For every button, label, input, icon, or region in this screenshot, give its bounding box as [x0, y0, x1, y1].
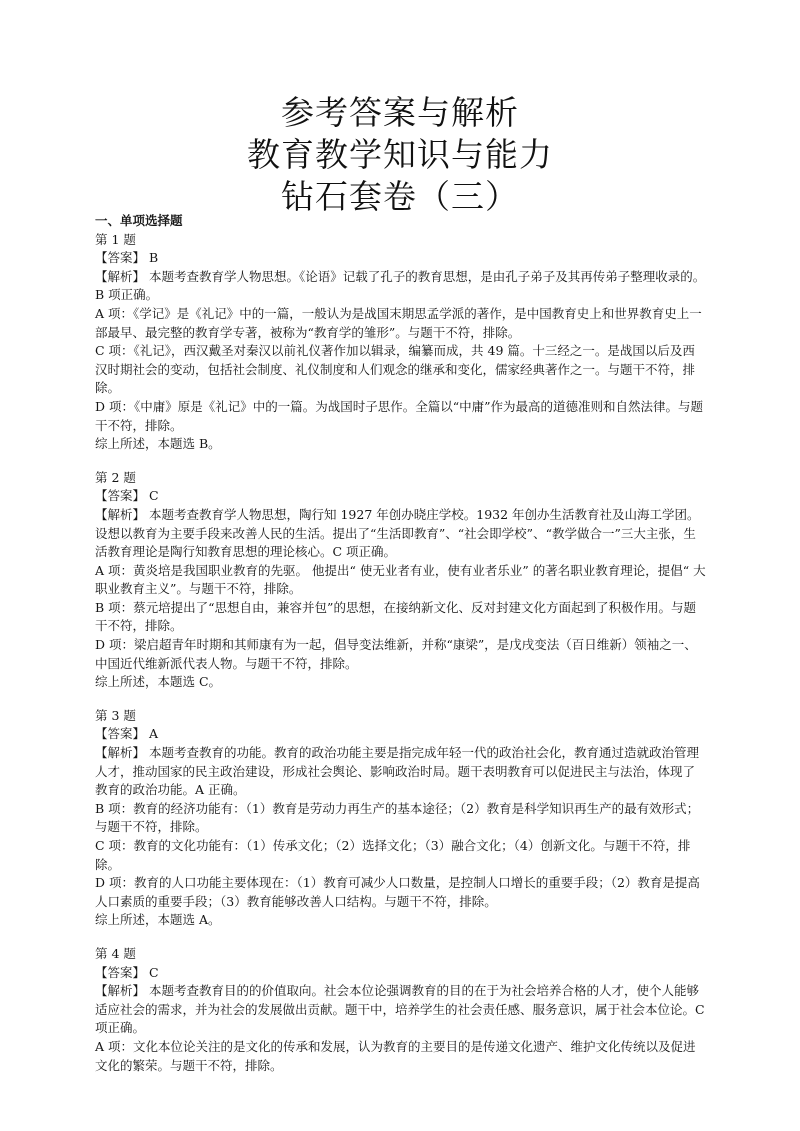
analysis-tag: 【解析】 — [95, 745, 146, 761]
section-heading: 一、单项选择题 — [95, 213, 183, 228]
analysis-line — [95, 982, 707, 1038]
title-line-3: 钻石套卷（三） — [281, 177, 519, 216]
analysis-line — [95, 268, 707, 305]
question-2 — [95, 469, 707, 692]
answer-line — [95, 249, 707, 268]
analysis-line — [95, 744, 707, 800]
answer-value: A — [149, 726, 159, 742]
option-line: D 项：梁启超青年时期和其师康有为一起，倡导变法维新，并称“康梁”，是戊戌变法（百日维新）领袖之一、中国近代维新派代表人物。与题干不符，排除。 — [95, 637, 697, 671]
answer-tag: 【答案】 — [95, 964, 146, 980]
option-line: D 项：教育的人口功能主要体现在：（1）教育可减少人口数量，是控制人口增长的重要手段；（2）教育是提高人口素质的重要手段；（3）教育能够改善人口结构。与题干不符，排除。 — [95, 875, 700, 909]
option-line: D 项：《中庸》原是《礼记》中的一篇。为战国时子思作。全篇以“中庸”作为最高的道德准则和自然法律。与题干不符，排除。 — [95, 398, 704, 433]
option-line: C 项：《礼记》，西汉戴圣对秦汉以前礼仪著作加以辑录，编纂而成，共 49 篇。十三经之一。是战国以后及西汉时期社会的变动，包括社会制度、礼仪制度和人们观念的继承和变化，儒家经典著作之一。与题干不符，排除。 — [95, 343, 696, 396]
analysis-tag: 【解析】 — [95, 506, 146, 522]
title-block — [0, 92, 800, 218]
answer-tag: 【答案】 — [95, 250, 146, 266]
title-line-1: 参考答案与解析 — [281, 93, 519, 132]
question-label: 第 4 题 — [95, 945, 136, 961]
analysis-text: 本题考查教育学人物思想。《论语》记载了孔子的教育思想，是由孔子弟子及其再传弟子整理收录的。B 项正确。 — [95, 268, 706, 303]
answer-value: B — [149, 250, 159, 266]
option-line: A 项：《学记》是《礼记》中的一篇，一般认为是战国末期思孟学派的著作，是中国教育史上和世界教育史上一部最早、最完整的教育学专著，被称为“教育学的雏形”。与题干不符，排除。 — [95, 305, 702, 340]
analysis-line — [95, 506, 707, 562]
question-1 — [95, 231, 707, 454]
answer-line — [95, 487, 707, 506]
answer-line — [95, 964, 707, 983]
option-line: B 项：教育的经济功能有：（1）教育是劳动力再生产的基本途径；（2）教育是科学知识再生产的最有效形式；与题干不符，排除。 — [95, 800, 700, 835]
question-3 — [95, 707, 707, 930]
option-line: A 项：文化本位论关注的是文化的传承和发展，认为教育的主要目的是传递文化遗产、维护文化传统以及促进文化的繁荣。与题干不符，排除。 — [95, 1038, 696, 1073]
summary-line: 综上所述，本题选 A。 — [95, 912, 221, 928]
answer-value: C — [149, 964, 159, 980]
analysis-tag: 【解析】 — [95, 268, 146, 284]
question-4 — [95, 945, 707, 1075]
option-line: C 项：教育的文化功能有：（1）传承文化；（2）选择文化；（3）融合文化；（4）创新文化。与题干不符，排除。 — [95, 838, 691, 872]
answer-tag: 【答案】 — [95, 726, 146, 742]
summary-line: 综上所述，本题选 C。 — [95, 674, 222, 690]
analysis-text: 本题考查教育的功能。教育的政治功能主要是指完成年轻一代的政治社会化，教育通过造就政治管理人才，推动国家的民主政治建设，形成社会舆论、影响政治时局。题干表明教育可以促进民主与法治，体现了教育的政治功能。A 正确。 — [95, 745, 700, 798]
title-line-2: 教育教学知识与能力 — [247, 135, 553, 174]
analysis-text: 本题考查教育学人物思想，陶行知 1927 年创办晓庄学校。1932 年创办生活教育社及山海工学团。设想以教育为主要手段来改善人民的生活。提出了“生活即教育”、“社会即学校”、“教学做合一”三大主张，生活教育理论是陶行知教育思想的理论核心。C 项正确。 — [95, 506, 700, 560]
answer-tag: 【答案】 — [95, 488, 146, 504]
answer-value: C — [149, 488, 159, 504]
question-label: 第 2 题 — [95, 469, 136, 485]
option-line: A 项：黄炎培是我国职业教育的先驱。 他提出“ 使无业者有业，使有业者乐业” 的著名职业教育理论，提倡“ 大职业教育主义”。与题干不符，排除。 — [95, 562, 706, 597]
answer-line — [95, 725, 707, 744]
summary-line: 综上所述，本题选 B。 — [95, 436, 221, 452]
answer-content — [95, 212, 707, 1090]
analysis-text: 本题考查教育目的的价值取向。社会本位论强调教育的目的在于为社会培养合格的人才，使个人能够适应社会的需求，并为社会的发展做出贡献。题干中，培养学生的社会责任感、服务意识，属于社会本位论。C 项正确。 — [95, 983, 705, 1036]
analysis-tag: 【解析】 — [95, 983, 146, 999]
question-label: 第 3 题 — [95, 707, 136, 723]
option-line: B 项：蔡元培提出了“思想自由，兼容并包”的思想，在接纳新文化、反对封建文化方面起到了积极作用。与题干不符，排除。 — [95, 599, 696, 634]
question-label: 第 1 题 — [95, 231, 136, 247]
